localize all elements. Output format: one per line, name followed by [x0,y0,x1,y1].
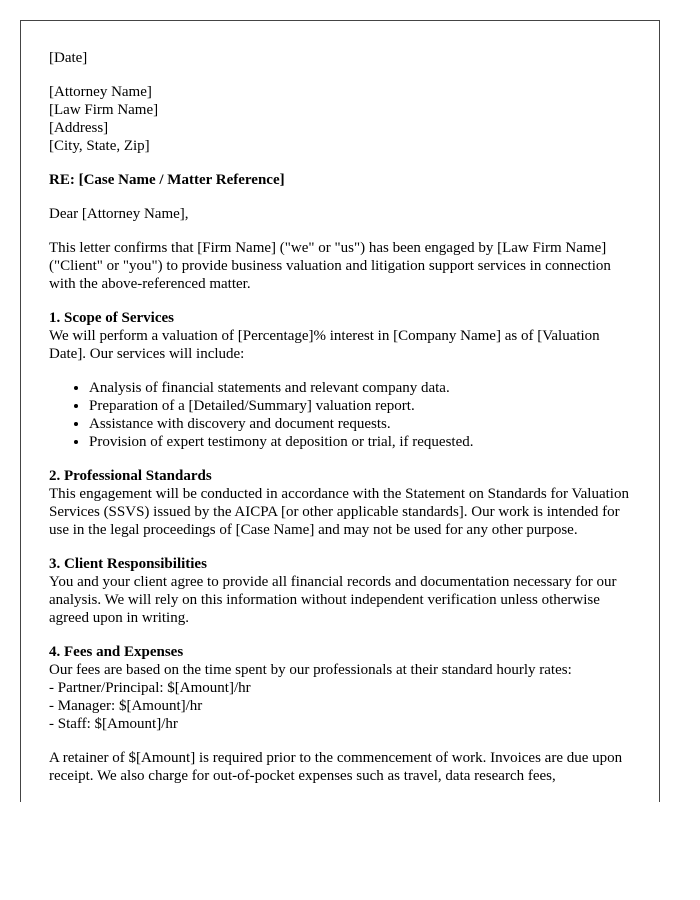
recipient-attorney-name: [Attorney Name] [49,84,152,100]
recipient-address: [Address] [49,120,109,136]
section-fees [49,643,631,733]
section-fees-heading: 4. Fees and Expenses [49,644,184,660]
letter-document [20,20,660,802]
rate-partner: - Partner/Principal: $[Amount]/hr [49,680,251,696]
intro-paragraph: This letter confirms that [Firm Name] ("we" or "us") has been engaged by [Law Firm Name] ("Client" or "you") to provide business valuation and litigation support services in connection with the above-referenced matter. [49,240,611,292]
list-item: • Analysis of financial statements and relevant company data. [89,379,631,397]
section-standards-text: This engagement will be conducted in accordance with the Statement on Standards for Valuation Services (SSVS) issued by the AICPA [or other applicable standards]. Our work is intended for use in the legal proceedings of [Case Name] and may not be used for any other purpose. [49,486,629,538]
section-scope-heading: 1. Scope of Services [49,310,174,326]
section-standards [49,467,631,539]
services-list [49,379,631,451]
rate-staff: - Staff: $[Amount]/hr [49,716,178,732]
list-item: • Preparation of a [Detailed/Summary] valuation report. [89,397,631,415]
section-fees-text: Our fees are based on the time spent by our professionals at their standard hourly rates: [49,662,572,678]
retainer-paragraph: A retainer of $[Amount] is required prior to the commencement of work. Invoices are due upon receipt. We also charge for out-of-pocket expenses such as travel, data research fees, [49,750,623,784]
re-line: RE: [Case Name / Matter Reference] [49,172,285,188]
salutation: Dear [Attorney Name], [49,206,189,222]
section-scope-text: We will perform a valuation of [Percentage]% interest in [Company Name] as of [Valuation Date]. Our services will include: [49,328,600,362]
section-client-text: You and your client agree to provide all financial records and documentation necessary for our analysis. We will rely on this information without independent verification unless otherwise agreed upon in writing. [49,574,617,626]
letter-date: [Date] [49,50,88,66]
section-client-heading: 3. Client Responsibilities [49,556,207,572]
section-standards-heading: 2. Professional Standards [49,468,212,484]
list-item: • Provision of expert testimony at deposition or trial, if requested. [89,433,631,451]
section-client-responsibilities [49,555,631,627]
section-scope [49,309,631,363]
recipient-city-state-zip: [City, State, Zip] [49,138,150,154]
recipient-address-block [49,83,631,155]
recipient-law-firm: [Law Firm Name] [49,102,159,118]
rate-manager: - Manager: $[Amount]/hr [49,698,203,714]
list-item: • Assistance with discovery and document requests. [89,415,631,433]
